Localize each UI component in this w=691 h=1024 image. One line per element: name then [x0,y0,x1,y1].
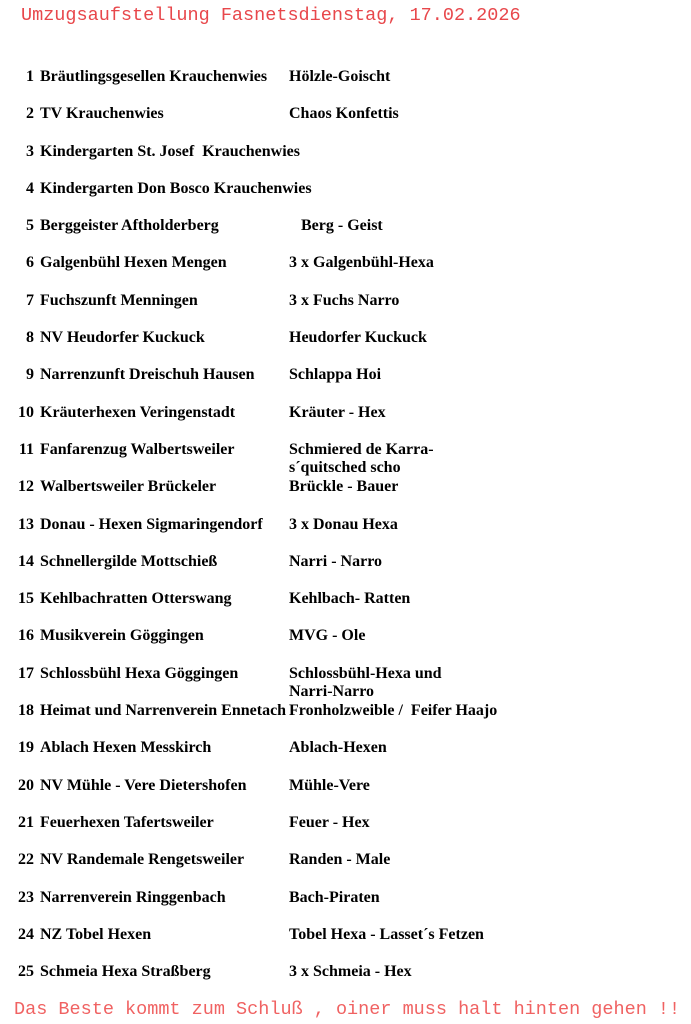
page-title: Umzugsaufstellung Fasnetsdienstag, 17.02.2026 [21,5,521,26]
entry-group-name: Kindergarten Don Bosco Krauchenwies [40,179,312,197]
list-item [0,702,691,739]
list-item [0,627,691,664]
list-item [0,851,691,888]
entry-number: 15 [18,590,34,608]
entry-call: 3 x Fuchs Narro [289,291,400,309]
entry-group-name: Kindergarten St. Josef Krauchenwies [40,142,300,160]
entry-number: 8 [26,329,34,347]
entry-group-name: Heimat und Narrenverein Ennetach [40,702,287,720]
entry-number: 5 [26,217,34,235]
list-item [0,889,691,926]
entry-group-name: NV Mühle - Vere Dietershofen [40,776,247,794]
entry-call: 3 x Schmeia - Hex [289,963,412,981]
entry-call: Tobel Hexa - Lasset´s Fetzen [289,925,484,943]
entry-call: Brückle - Bauer [289,478,399,496]
entry-group-name: Musikverein Göggingen [40,627,204,645]
list-item [0,590,691,627]
list-item [0,739,691,776]
entry-number: 7 [26,291,34,309]
entry-group-name: Schlossbühl Hexa Göggingen [40,664,239,682]
entry-call: Kräuter - Hex [289,403,386,421]
entry-number: 6 [26,254,34,272]
entry-group-name: Galgenbühl Hexen Mengen [40,254,227,272]
entry-call: Schmiered de Karra- s´quitsched scho [289,440,434,477]
entry-call: Narri - Narro [289,552,382,570]
entry-call: Schlossbühl-Hexa und Narri-Narro [289,664,442,701]
entry-call: Mühle-Vere [289,776,370,794]
entry-number: 23 [18,888,34,906]
entry-call: Bach-Piraten [289,888,380,906]
list-item [0,329,691,366]
entry-number: 2 [26,105,34,123]
entry-group-name: NV Heudorfer Kuckuck [40,329,205,347]
entry-number: 4 [26,179,34,197]
list-item [0,665,691,702]
entry-group-name: Feuerhexen Tafertsweiler [40,813,214,831]
entry-group-name: TV Krauchenwies [40,105,164,123]
entry-group-name: Narrenverein Ringgenbach [40,888,226,906]
entry-group-name: NV Randemale Rengetsweiler [40,851,245,869]
entry-call: Chaos Konfettis [289,105,399,123]
entry-number: 20 [18,776,34,794]
entry-call: MVG - Ole [289,627,366,645]
entry-group-name: Donau - Hexen Sigmaringendorf [40,515,263,533]
list-item [0,105,691,142]
entry-number: 3 [26,142,34,160]
entry-call: Randen - Male [289,851,391,869]
entry-call: Berg - Geist [289,217,383,235]
list-item [0,777,691,814]
entry-call: Kehlbach- Ratten [289,590,411,608]
entry-group-name: Kehlbachratten Otterswang [40,590,232,608]
entry-call: Fronholzweible / Feifer Haajo [289,702,498,720]
list-item [0,441,691,478]
list-item [0,926,691,963]
entry-group-name: Fanfarenzug Walbertsweiler [40,440,235,458]
footer-note: Das Beste kommt zum Schluß , oiner muss halt hinten gehen !! [14,999,681,1021]
entry-call: Ablach-Hexen [289,739,387,757]
entry-number: 19 [18,739,34,757]
entry-number: 10 [18,403,34,421]
entry-number: 16 [18,627,34,645]
entry-number: 12 [18,478,34,496]
list-item [0,478,691,515]
list-item [0,180,691,217]
entry-number: 14 [18,552,34,570]
entry-number: 18 [18,702,34,720]
parade-lineup-list [0,68,691,1000]
list-item [0,516,691,553]
entry-number: 13 [18,515,34,533]
list-item [0,366,691,403]
list-item [0,254,691,291]
entry-group-name: Bräutlingsgesellen Krauchenwies [40,68,268,85]
entry-group-name: Schnellergilde Mottschieß [40,552,218,570]
entry-group-name: Berggeister Aftholderberg [40,217,219,235]
list-item [0,68,691,105]
list-item [0,217,691,254]
entry-number: 11 [18,440,34,458]
entry-group-name: Ablach Hexen Messkirch [40,739,212,757]
entry-number: 1 [26,68,34,85]
entry-call: 3 x Donau Hexa [289,515,398,533]
entry-group-name: Fuchszunft Menningen [40,291,198,309]
entry-number: 25 [18,963,34,981]
entry-number: 17 [18,664,34,682]
list-item [0,963,691,1000]
list-item [0,814,691,851]
entry-number: 21 [18,813,34,831]
list-item [0,553,691,590]
entry-group-name: Narrenzunft Dreischuh Hausen [40,366,255,384]
entry-call: Heudorfer Kuckuck [289,329,427,347]
entry-number: 22 [18,851,34,869]
entry-call: 3 x Galgenbühl-Hexa [289,254,434,272]
entry-number: 9 [26,366,34,384]
entry-group-name: NZ Tobel Hexen [40,925,152,943]
entry-call: Hölzle-Goischt [289,68,391,85]
entry-group-name: Schmeia Hexa Straßberg [40,963,211,981]
list-item [0,404,691,441]
list-item [0,143,691,180]
entry-call: Feuer - Hex [289,813,370,831]
list-item [0,292,691,329]
entry-call: Schlappa Hoi [289,366,382,384]
entry-group-name: Kräuterhexen Veringenstadt [40,403,236,421]
entry-number: 24 [18,925,34,943]
entry-group-name: Walbertsweiler Brückeler [40,478,217,496]
